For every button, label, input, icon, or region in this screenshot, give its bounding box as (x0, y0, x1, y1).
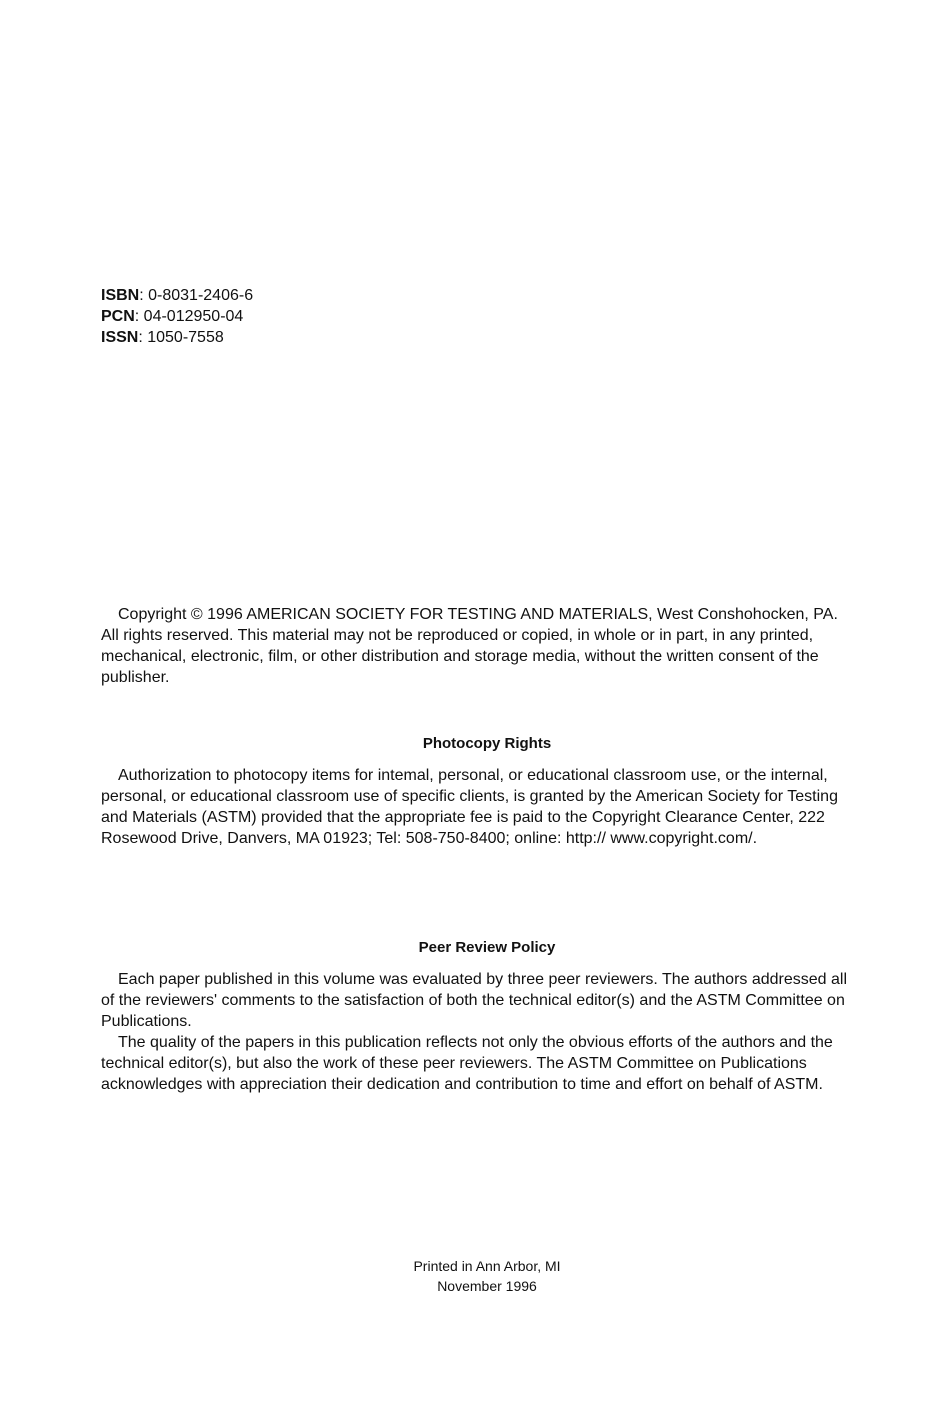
photocopy-rights-heading: Photocopy Rights (422, 735, 552, 752)
issn-value: 1050-7558 (147, 329, 224, 346)
photocopy-rights-text: Authorization to photocopy items for intemal, personal, or educational classroom use, or the internal, personal, or educational classroom use of specific clients, is granted by the American Society for Testing and Materials (ASTM) provided that the appropriate fee is paid to the Copyright Clearance Center, 222 Rosewood Drive, Danvers, MA 01923; Tel: 508-750-8400; online: http:// www.copyright.com/. (101, 767, 838, 847)
peer-review-paragraph-2: The quality of the papers in this publication reflects not only the obvious efforts of the authors and the technical editor(s), but also the work of these peer reviewers. The ASTM Committee on Publications acknowledges with appreciation their dedication and contribution to time and effort on behalf of ASTM. (101, 1034, 833, 1093)
peer-review-paragraph-1: Each paper published in this volume was evaluated by three peer reviewers. The authors addressed all of the reviewers' comments to the satisfaction of both the technical editor(s) and the ASTM Committee on Publications. (101, 971, 848, 1030)
imprint (101, 1256, 873, 1296)
imprint-place: Printed in Ann Arbor, MI (413, 1258, 561, 1274)
pcn-line: PCN: 04-012950-04 (101, 308, 244, 325)
copyright-notice (101, 604, 849, 688)
pcn-value: 04-012950-04 (143, 308, 244, 325)
isbn-value: 0-8031-2406-6 (148, 287, 254, 304)
copyright-text: Copyright © 1996 AMERICAN SOCIETY FOR TESTING AND MATERIALS, West Conshohocken, PA. All rights reserved. This material may not be reproduced or copied, in whole or in part, in any printed, mechanical, electronic, film, or other distribution and storage media, without the written consent of the publisher. (101, 606, 838, 686)
photocopy-rights-section (101, 765, 849, 849)
imprint-date: November 1996 (437, 1278, 537, 1294)
issn-label: ISSN (101, 329, 139, 346)
pcn-label: PCN (101, 308, 135, 325)
isbn-label: ISBN (101, 287, 140, 304)
peer-review-section (101, 969, 849, 1095)
identifier-block (101, 285, 253, 348)
issn-line: ISSN: 1050-7558 (101, 329, 224, 346)
peer-review-heading: Peer Review Policy (418, 939, 556, 956)
isbn-line: ISBN: 0-8031-2406-6 (101, 287, 254, 304)
